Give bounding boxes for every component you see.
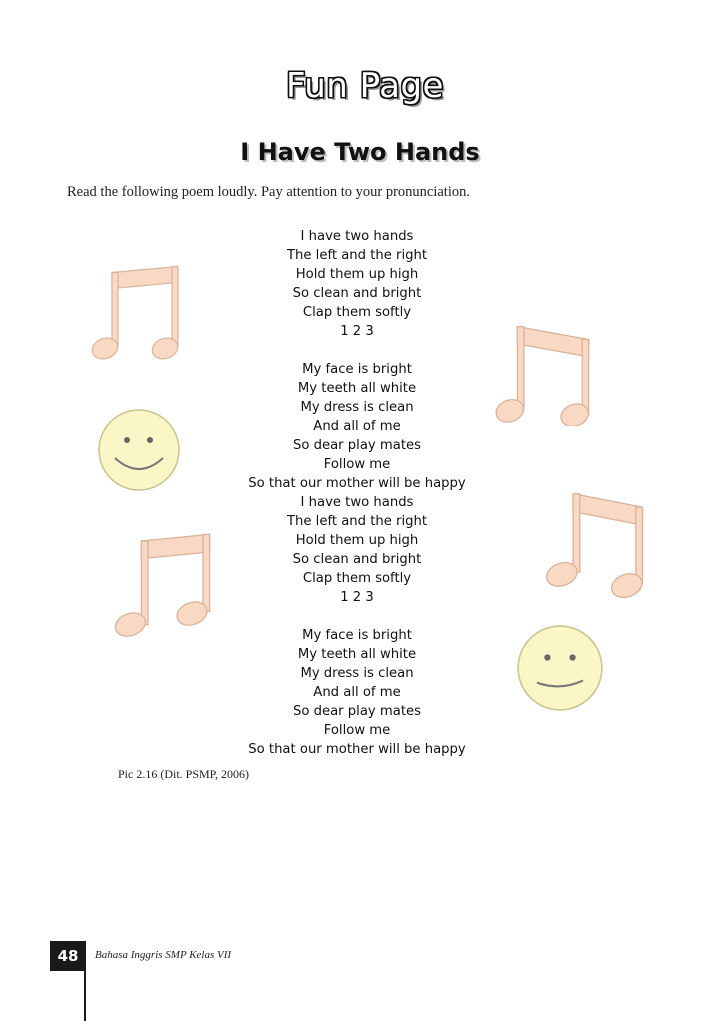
smiley-face-icon (97, 408, 181, 492)
page-number: 48 (50, 941, 86, 971)
poem-line: And all of me (313, 685, 401, 700)
poem-line: My teeth all white (297, 381, 417, 396)
page-title: Fun Page (286, 66, 444, 106)
poem-line: So clean and bright (292, 552, 422, 567)
poem-line: My dress is clean (300, 666, 414, 681)
footer-divider (84, 941, 86, 1021)
poem-line: And all of me (313, 419, 401, 434)
poem-line: Clap them softly (302, 571, 412, 586)
poem-line: 1 2 3 (340, 324, 374, 339)
poem-line: So clean and bright (292, 286, 422, 301)
poem-stanza-1 (228, 227, 486, 341)
poem-line: Follow me (323, 457, 391, 472)
poem-line: So that our mother will be happy (248, 742, 466, 757)
instruction-text: Read the following poem loudly. Pay attention to your pronunciation. (67, 184, 470, 200)
music-note-icon (100, 530, 218, 640)
poem-line: The left and the right (286, 248, 428, 263)
image-caption: Pic 2.16 (Dit. PSMP, 2006) (118, 767, 250, 781)
poem-line: Follow me (323, 723, 391, 738)
poem-line: Clap them softly (302, 305, 412, 320)
poem-line: So dear play mates (292, 438, 421, 453)
poem-line: My face is bright (302, 628, 412, 643)
music-note-icon (485, 318, 593, 426)
smiley-face-icon (516, 624, 604, 712)
poem-stanza-2 (228, 360, 486, 607)
music-note-icon (90, 262, 190, 367)
poem-line: My face is bright (302, 362, 412, 377)
poem-line: My dress is clean (300, 400, 414, 415)
poem-stanza-3 (228, 626, 486, 759)
poem (228, 227, 486, 759)
poem-line: The left and the right (286, 514, 428, 529)
music-note-icon (535, 487, 647, 599)
poem-line: I have two hands (300, 229, 414, 244)
poem-line: Hold them up high (295, 267, 419, 282)
poem-line: 1 2 3 (340, 590, 374, 605)
poem-title: I Have Two Hands (240, 138, 480, 166)
book-title: Bahasa Inggris SMP Kelas VII (95, 949, 232, 961)
poem-line: So that our mother will be happy (248, 476, 466, 491)
poem-line: My teeth all white (297, 647, 417, 662)
poem-line: So dear play mates (292, 704, 421, 719)
poem-line: I have two hands (300, 495, 414, 510)
poem-line: Hold them up high (295, 533, 419, 548)
